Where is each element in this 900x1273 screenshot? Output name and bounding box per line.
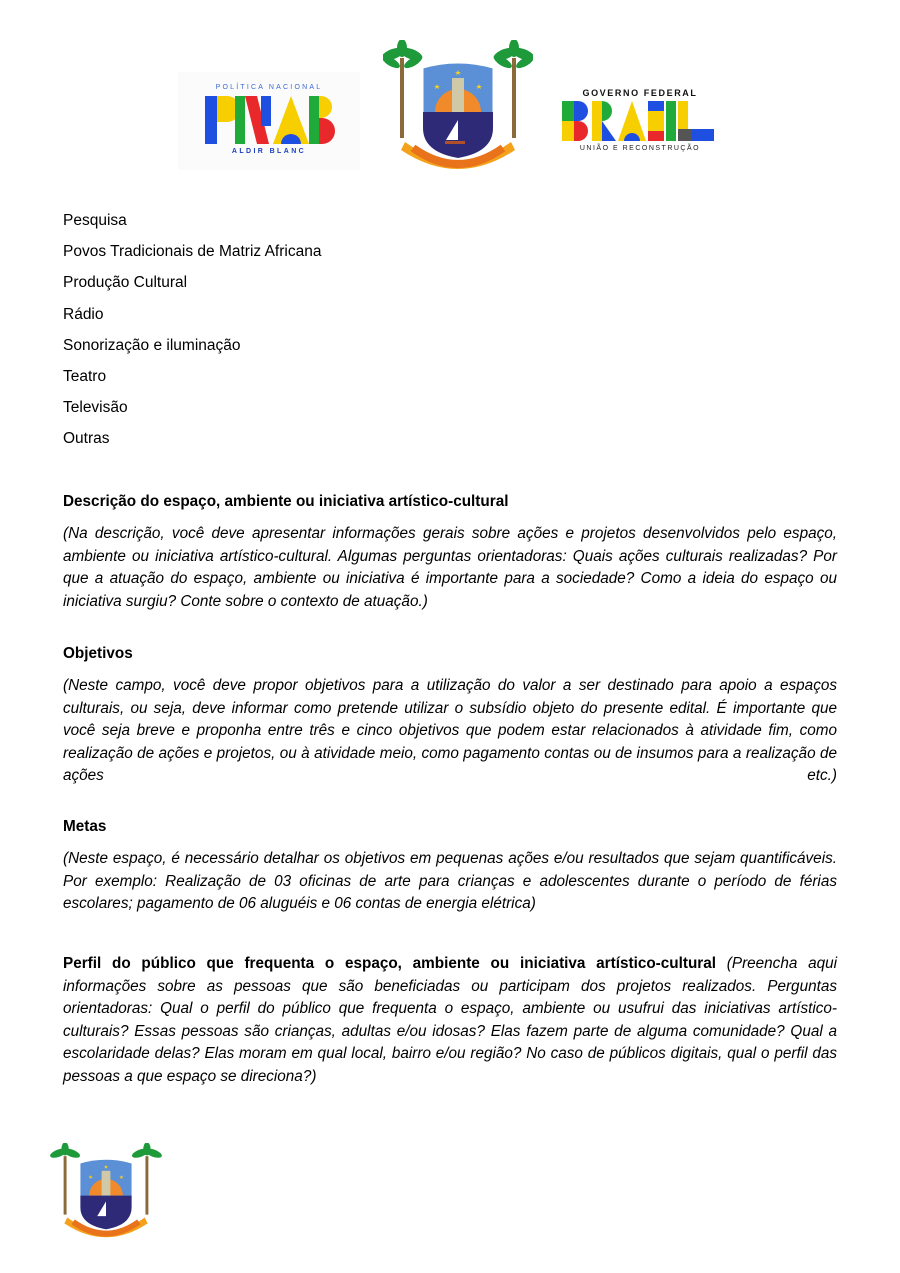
gov-logo-top-text: GOVERNO FEDERAL — [582, 88, 698, 98]
list-item: Teatro — [63, 367, 107, 385]
sao-miguel-crest-footer-icon — [50, 1143, 162, 1238]
pnab-logo-top-text: POLÍTICA NACIONAL — [215, 84, 323, 91]
section-instructions: (Preencha aqui informações sobre as pessoas que são beneficiadas ou participam dos projetos realizados. Perguntas orientadoras: Qual o perfil do público que frequenta o espaço, ambiente ou usufrui das iniciativas artístico-culturais? Essas pessoas são crianças, adultas e/ou idosas? Elas fazem parte de alguma comunidade? Qual a escolaridade delas? Elas moram em qual local, bairro e/ou região? No caso de públicos digitais, qual o perfil das pessoas a que espaço se direciona?) — [63, 955, 837, 1085]
list-item: Sonorização e iluminação — [63, 336, 241, 354]
section-title: Perfil do público que frequenta o espaço, ambiente ou iniciativa artístico-cultural — [63, 955, 717, 972]
section-instructions: (Na descrição, você deve apresentar informações gerais sobre ações e projetos desenvolvidos pelo espaço, ambiente ou iniciativa artístico-cultural. Algumas perguntas orientadoras: Quais ações culturais realizadas? Por que a atuação do espaço, ambiente ou iniciativa é importante para a sociedade? Como a ideia do espaço ou iniciativa surgiu? Conte sobre o contexto de atuação.) — [63, 525, 837, 610]
section-perfil — [63, 953, 837, 1088]
section-descricao — [63, 491, 837, 613]
section-metas — [63, 816, 837, 916]
section-objetivos — [63, 643, 837, 788]
section-title: Descrição do espaço, ambiente ou iniciativa artístico-cultural — [63, 493, 509, 510]
section-instructions: (Neste espaço, é necessário detalhar os objetivos em pequenas ações e/ou resultados que sejam quantificáveis. Por exemplo: Realização de 03 oficinas de arte para crianças e adolescentes durante o período de férias escolares; pagamento de 06 aluguéis e 06 contas de energia elétrica) — [63, 850, 837, 912]
pnab-wordmark-icon — [205, 96, 335, 144]
list-item: Televisão — [63, 399, 128, 417]
section-title: Metas — [63, 818, 107, 835]
gov-logo-bottom-text: UNIÃO E RECONSTRUÇÃO — [579, 145, 701, 152]
list-item: Rádio — [63, 305, 104, 323]
section-title: Objetivos — [63, 645, 133, 662]
list-item: Povos Tradicionais de Matriz Africana — [63, 243, 322, 261]
areas-list — [63, 205, 837, 455]
list-item: Pesquisa — [63, 212, 127, 229]
brasil-wordmark-icon — [562, 101, 716, 141]
header-logos — [0, 40, 900, 170]
sao-miguel-crest-icon — [383, 40, 533, 170]
section-instructions: (Neste campo, você deve propor objetivos para a utilização do valor a ser destinado para apoio a espaços culturais, ou seja, deve informar como pretende utilizar o subsídio objeto do presente edital. É importante que você seja breve e proponha entre três e cinco objetivos que podem estar relacionados à atividade fim, como realização de ações e projetos, ou à atividade meio, como pagamento contas ou de insumos para a realização de ações etc.) — [63, 677, 837, 784]
list-item: Produção Cultural — [63, 274, 188, 292]
governo-federal-logo — [560, 85, 720, 160]
pnab-logo — [178, 72, 360, 170]
pnab-logo-bottom-text: ALDIR BLANC — [231, 148, 307, 155]
list-item: Outras — [63, 430, 110, 448]
